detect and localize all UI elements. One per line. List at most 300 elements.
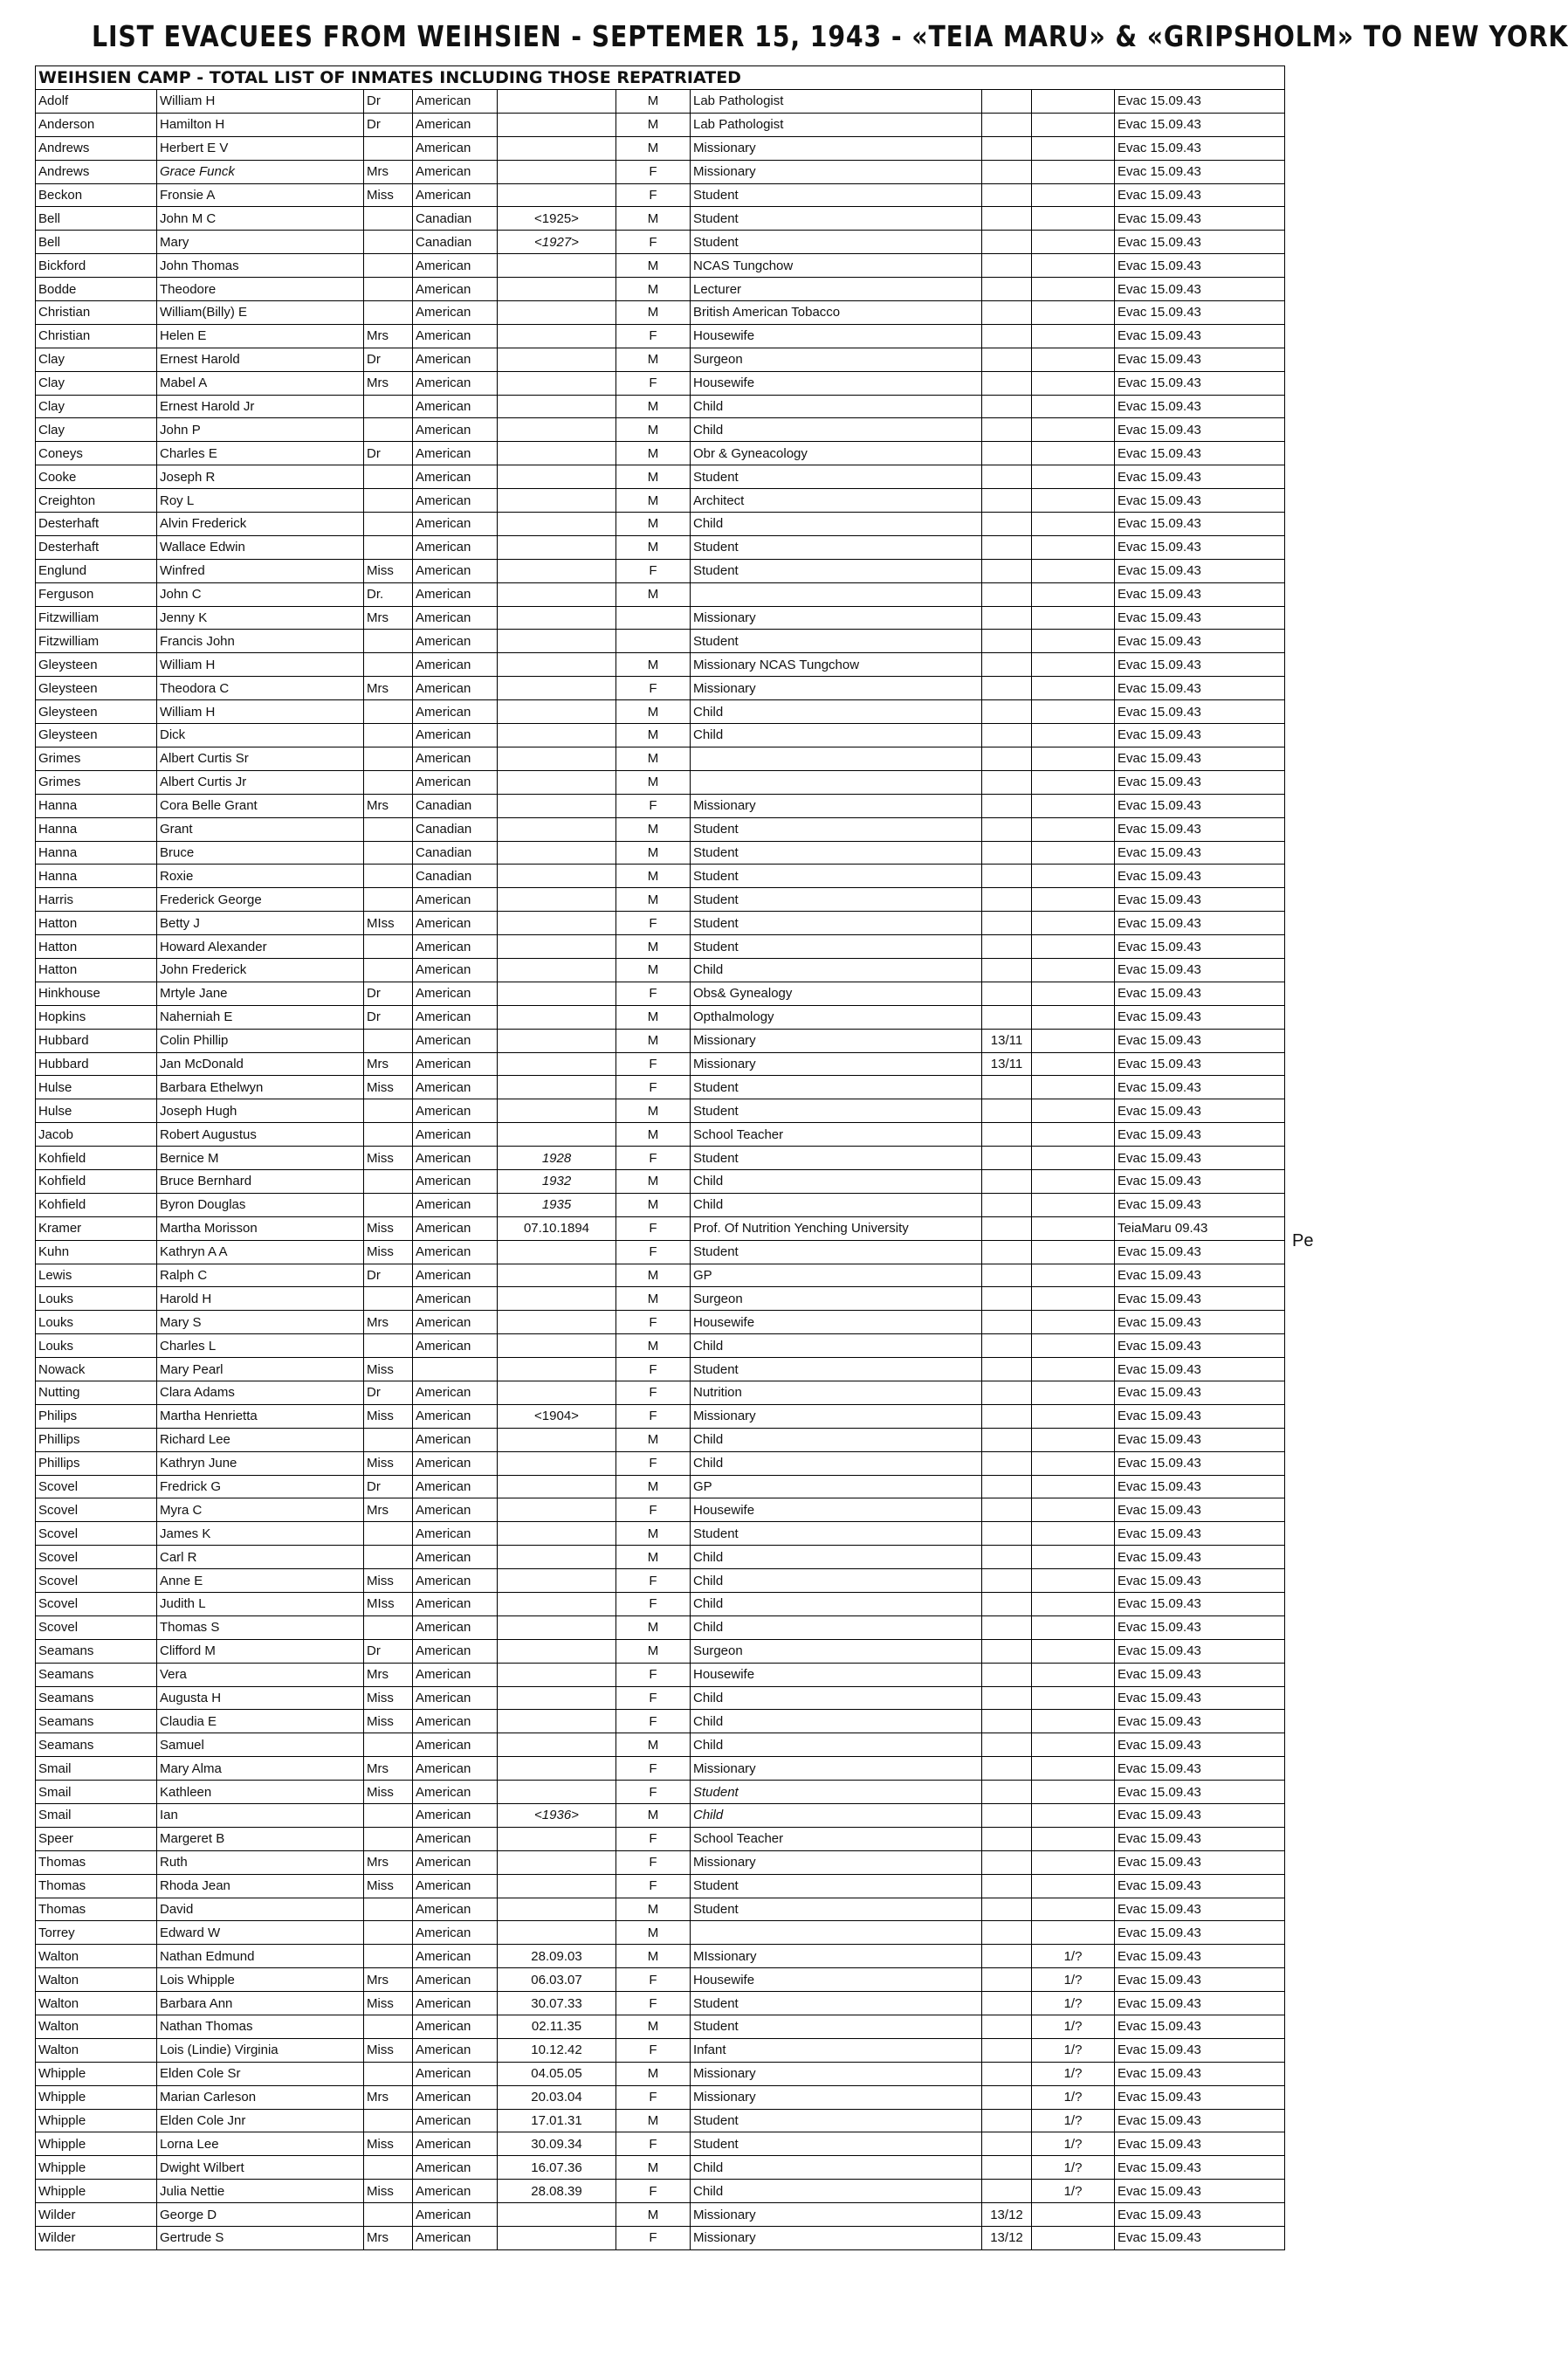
reference-cell bbox=[1032, 1193, 1115, 1216]
occupation-cell: Student bbox=[691, 2015, 982, 2039]
title-cell bbox=[364, 935, 413, 959]
table-row bbox=[36, 183, 1285, 207]
nationality-cell: American bbox=[413, 1240, 498, 1264]
reference-cell bbox=[1032, 794, 1115, 817]
birth-date-cell bbox=[498, 1663, 616, 1686]
reference-cell: 1/? bbox=[1032, 1945, 1115, 1968]
given-name-cell: Kathryn A A bbox=[157, 1240, 364, 1264]
table-title: WEIHSIEN CAMP - TOTAL LIST OF INMATES INCLUDING THOSE REPATRIATED bbox=[36, 66, 1285, 90]
title-cell bbox=[364, 724, 413, 747]
surname-cell: Seamans bbox=[36, 1733, 157, 1757]
sex-cell: F bbox=[616, 2180, 691, 2203]
sex-cell: M bbox=[616, 1029, 691, 1052]
nationality-cell: American bbox=[413, 1945, 498, 1968]
surname-cell: Thomas bbox=[36, 1874, 157, 1898]
surname-cell: Adolf bbox=[36, 90, 157, 114]
note-cell bbox=[982, 418, 1032, 442]
surname-cell: Whipple bbox=[36, 2156, 157, 2180]
occupation-cell: Child bbox=[691, 1804, 982, 1828]
surname-cell: Clay bbox=[36, 395, 157, 418]
nationality-cell: American bbox=[413, 254, 498, 278]
note-cell bbox=[982, 1240, 1032, 1264]
table-row bbox=[36, 2227, 1285, 2250]
occupation-cell: Child bbox=[691, 1193, 982, 1216]
reference-cell bbox=[1032, 1498, 1115, 1522]
table-row bbox=[36, 1898, 1285, 1921]
status-cell: Evac 15.09.43 bbox=[1115, 1123, 1285, 1147]
sex-cell: M bbox=[616, 1475, 691, 1498]
sex-cell: M bbox=[616, 1099, 691, 1123]
reference-cell bbox=[1032, 677, 1115, 700]
title-cell: Miss bbox=[364, 1569, 413, 1593]
nationality-cell: American bbox=[413, 2062, 498, 2085]
given-name-cell: Barbara Ethelwyn bbox=[157, 1076, 364, 1099]
surname-cell: Harris bbox=[36, 888, 157, 912]
occupation-cell: Surgeon bbox=[691, 348, 982, 371]
title-cell: Miss bbox=[364, 1240, 413, 1264]
note-cell: 13/11 bbox=[982, 1052, 1032, 1076]
occupation-cell: Housewife bbox=[691, 1968, 982, 1992]
occupation-cell: Nutrition bbox=[691, 1381, 982, 1404]
given-name-cell: David bbox=[157, 1898, 364, 1921]
sex-cell: M bbox=[616, 254, 691, 278]
title-cell: Miss bbox=[364, 559, 413, 582]
birth-date-cell bbox=[498, 630, 616, 653]
surname-cell: Louks bbox=[36, 1334, 157, 1358]
given-name-cell: Elden Cole Sr bbox=[157, 2062, 364, 2085]
nationality-cell: American bbox=[413, 1052, 498, 1076]
surname-cell: Nutting bbox=[36, 1381, 157, 1404]
table-row bbox=[36, 1827, 1285, 1850]
title-cell: Mrs bbox=[364, 324, 413, 348]
title-cell bbox=[364, 747, 413, 770]
given-name-cell: Roy L bbox=[157, 489, 364, 513]
surname-cell: Grimes bbox=[36, 747, 157, 770]
table-row bbox=[36, 559, 1285, 582]
reference-cell bbox=[1032, 278, 1115, 301]
reference-cell bbox=[1032, 1005, 1115, 1029]
reference-cell bbox=[1032, 630, 1115, 653]
sex-cell: M bbox=[616, 535, 691, 559]
birth-date-cell bbox=[498, 1850, 616, 1874]
table-row bbox=[36, 136, 1285, 160]
status-cell: Evac 15.09.43 bbox=[1115, 1827, 1285, 1850]
table-row bbox=[36, 2085, 1285, 2109]
sex-cell: F bbox=[616, 1404, 691, 1428]
occupation-cell: Housewife bbox=[691, 1498, 982, 1522]
note-cell bbox=[982, 2085, 1032, 2109]
table-row bbox=[36, 1216, 1285, 1240]
reference-cell bbox=[1032, 1334, 1115, 1358]
status-cell: Evac 15.09.43 bbox=[1115, 1615, 1285, 1639]
table-row bbox=[36, 2180, 1285, 2203]
reference-cell bbox=[1032, 1593, 1115, 1616]
given-name-cell: Samuel bbox=[157, 1733, 364, 1757]
occupation-cell: GP bbox=[691, 1475, 982, 1498]
birth-date-cell: <1927> bbox=[498, 231, 616, 254]
birth-date-cell bbox=[498, 442, 616, 465]
status-cell: Evac 15.09.43 bbox=[1115, 559, 1285, 582]
birth-date-cell bbox=[498, 958, 616, 982]
given-name-cell: Lorna Lee bbox=[157, 2132, 364, 2156]
title-cell: Mrs bbox=[364, 1757, 413, 1781]
status-cell: Evac 15.09.43 bbox=[1115, 395, 1285, 418]
birth-date-cell bbox=[498, 371, 616, 395]
occupation-cell: Child bbox=[691, 1428, 982, 1451]
reference-cell bbox=[1032, 1827, 1115, 1850]
table-row bbox=[36, 1968, 1285, 1992]
occupation-cell: MIssionary bbox=[691, 1945, 982, 1968]
status-cell: Evac 15.09.43 bbox=[1115, 606, 1285, 630]
birth-date-cell bbox=[498, 865, 616, 888]
given-name-cell: George D bbox=[157, 2203, 364, 2227]
sex-cell: M bbox=[616, 1193, 691, 1216]
title-cell: Dr bbox=[364, 442, 413, 465]
surname-cell: Louks bbox=[36, 1287, 157, 1311]
table-row bbox=[36, 301, 1285, 325]
birth-date-cell: <1904> bbox=[498, 1404, 616, 1428]
sex-cell: M bbox=[616, 1615, 691, 1639]
reference-cell bbox=[1032, 1686, 1115, 1710]
table-row bbox=[36, 90, 1285, 114]
sex-cell: M bbox=[616, 442, 691, 465]
note-cell bbox=[982, 1498, 1032, 1522]
sex-cell: M bbox=[616, 958, 691, 982]
status-cell: Evac 15.09.43 bbox=[1115, 1968, 1285, 1992]
reference-cell bbox=[1032, 770, 1115, 794]
note-cell bbox=[982, 136, 1032, 160]
table-row bbox=[36, 1076, 1285, 1099]
table-row bbox=[36, 1593, 1285, 1616]
sex-cell: M bbox=[616, 113, 691, 136]
occupation-cell: British American Tobacco bbox=[691, 301, 982, 325]
given-name-cell: Ernest Harold Jr bbox=[157, 395, 364, 418]
sex-cell: M bbox=[616, 2156, 691, 2180]
table-row bbox=[36, 1945, 1285, 1968]
reference-cell: 1/? bbox=[1032, 2038, 1115, 2062]
title-cell: Mrs bbox=[364, 2227, 413, 2250]
reference-cell bbox=[1032, 559, 1115, 582]
occupation-cell: Missionary bbox=[691, 2227, 982, 2250]
occupation-cell: Student bbox=[691, 1781, 982, 1804]
nationality-cell: Canadian bbox=[413, 817, 498, 841]
nationality-cell: American bbox=[413, 2180, 498, 2203]
given-name-cell: Kathryn June bbox=[157, 1451, 364, 1475]
given-name-cell: Mary S bbox=[157, 1311, 364, 1334]
sex-cell: M bbox=[616, 817, 691, 841]
table-row bbox=[36, 371, 1285, 395]
status-cell: Evac 15.09.43 bbox=[1115, 2015, 1285, 2039]
birth-date-cell bbox=[498, 770, 616, 794]
nationality-cell: American bbox=[413, 1898, 498, 1921]
reference-cell bbox=[1032, 395, 1115, 418]
status-cell: Evac 15.09.43 bbox=[1115, 1639, 1285, 1663]
given-name-cell: Augusta H bbox=[157, 1686, 364, 1710]
nationality-cell: American bbox=[413, 1475, 498, 1498]
birth-date-cell bbox=[498, 1710, 616, 1733]
note-cell bbox=[982, 465, 1032, 489]
surname-cell: Kohfield bbox=[36, 1147, 157, 1170]
title-cell bbox=[364, 865, 413, 888]
birth-date-cell: 17.01.31 bbox=[498, 2109, 616, 2132]
nationality-cell: American bbox=[413, 1968, 498, 1992]
status-cell: Evac 15.09.43 bbox=[1115, 1193, 1285, 1216]
reference-cell bbox=[1032, 1147, 1115, 1170]
sex-cell: F bbox=[616, 1147, 691, 1170]
sex-cell: M bbox=[616, 1898, 691, 1921]
nationality-cell: American bbox=[413, 1381, 498, 1404]
sex-cell: M bbox=[616, 395, 691, 418]
surname-cell: Andrews bbox=[36, 160, 157, 183]
occupation-cell: Child bbox=[691, 1169, 982, 1193]
reference-cell bbox=[1032, 888, 1115, 912]
sex-cell: M bbox=[616, 418, 691, 442]
status-cell: Evac 15.09.43 bbox=[1115, 2180, 1285, 2203]
given-name-cell: Albert Curtis Sr bbox=[157, 747, 364, 770]
status-cell: Evac 15.09.43 bbox=[1115, 1147, 1285, 1170]
birth-date-cell: 1932 bbox=[498, 1169, 616, 1193]
table-row bbox=[36, 1733, 1285, 1757]
occupation-cell: Child bbox=[691, 1615, 982, 1639]
table-row bbox=[36, 2132, 1285, 2156]
reference-cell bbox=[1032, 1287, 1115, 1311]
title-cell bbox=[364, 136, 413, 160]
title-cell bbox=[364, 1615, 413, 1639]
birth-date-cell bbox=[498, 841, 616, 865]
nationality-cell: American bbox=[413, 136, 498, 160]
birth-date-cell: 10.12.42 bbox=[498, 2038, 616, 2062]
surname-cell: Seamans bbox=[36, 1639, 157, 1663]
reference-cell bbox=[1032, 841, 1115, 865]
occupation-cell: Student bbox=[691, 535, 982, 559]
occupation-cell: Missionary bbox=[691, 794, 982, 817]
note-cell bbox=[982, 442, 1032, 465]
note-cell bbox=[982, 1451, 1032, 1475]
note-cell bbox=[982, 489, 1032, 513]
note-cell bbox=[982, 1593, 1032, 1616]
title-cell bbox=[364, 1029, 413, 1052]
title-cell bbox=[364, 2156, 413, 2180]
sex-cell: M bbox=[616, 700, 691, 724]
nationality-cell: Canadian bbox=[413, 794, 498, 817]
table-row bbox=[36, 1052, 1285, 1076]
occupation-cell: Architect bbox=[691, 489, 982, 513]
note-cell bbox=[982, 113, 1032, 136]
status-cell: Evac 15.09.43 bbox=[1115, 1381, 1285, 1404]
table-row bbox=[36, 2015, 1285, 2039]
sex-cell: F bbox=[616, 2227, 691, 2250]
sex-cell: M bbox=[616, 2062, 691, 2085]
reference-cell bbox=[1032, 418, 1115, 442]
occupation-cell: Surgeon bbox=[691, 1639, 982, 1663]
note-cell bbox=[982, 1147, 1032, 1170]
note-cell bbox=[982, 535, 1032, 559]
given-name-cell: Harold H bbox=[157, 1287, 364, 1311]
given-name-cell: William(Billy) E bbox=[157, 301, 364, 325]
birth-date-cell: 28.08.39 bbox=[498, 2180, 616, 2203]
occupation-cell: Child bbox=[691, 1593, 982, 1616]
surname-cell: Hatton bbox=[36, 935, 157, 959]
nationality-cell: American bbox=[413, 324, 498, 348]
title-cell bbox=[364, 1428, 413, 1451]
table-row bbox=[36, 630, 1285, 653]
title-cell bbox=[364, 1804, 413, 1828]
surname-cell: Walton bbox=[36, 2015, 157, 2039]
reference-cell bbox=[1032, 1615, 1115, 1639]
occupation-cell: Child bbox=[691, 2156, 982, 2180]
nationality-cell: American bbox=[413, 2085, 498, 2109]
birth-date-cell bbox=[498, 465, 616, 489]
table-row bbox=[36, 1240, 1285, 1264]
title-cell bbox=[364, 1945, 413, 1968]
nationality-cell: American bbox=[413, 348, 498, 371]
birth-date-cell bbox=[498, 1052, 616, 1076]
table-row bbox=[36, 841, 1285, 865]
status-cell: Evac 15.09.43 bbox=[1115, 724, 1285, 747]
sex-cell: M bbox=[616, 935, 691, 959]
given-name-cell: Martha Henrietta bbox=[157, 1404, 364, 1428]
title-cell: Miss bbox=[364, 1710, 413, 1733]
surname-cell: Christian bbox=[36, 324, 157, 348]
reference-cell bbox=[1032, 535, 1115, 559]
reference-cell bbox=[1032, 1216, 1115, 1240]
sex-cell: M bbox=[616, 513, 691, 536]
reference-cell bbox=[1032, 912, 1115, 935]
note-cell bbox=[982, 2062, 1032, 2085]
title-cell bbox=[364, 1546, 413, 1569]
sex-cell: M bbox=[616, 1287, 691, 1311]
sex-cell: F bbox=[616, 1686, 691, 1710]
birth-date-cell bbox=[498, 489, 616, 513]
given-name-cell: Fronsie A bbox=[157, 183, 364, 207]
status-cell: Evac 15.09.43 bbox=[1115, 1593, 1285, 1616]
nationality-cell: American bbox=[413, 700, 498, 724]
status-cell: Evac 15.09.43 bbox=[1115, 513, 1285, 536]
birth-date-cell bbox=[498, 348, 616, 371]
occupation-cell: Lecturer bbox=[691, 278, 982, 301]
status-cell: Evac 15.09.43 bbox=[1115, 958, 1285, 982]
birth-date-cell bbox=[498, 160, 616, 183]
title-cell: Miss bbox=[364, 1404, 413, 1428]
title-cell: Mrs bbox=[364, 160, 413, 183]
table-row bbox=[36, 794, 1285, 817]
birth-date-cell: <1936> bbox=[498, 1804, 616, 1828]
title-cell: Mrs bbox=[364, 1850, 413, 1874]
nationality-cell: American bbox=[413, 677, 498, 700]
surname-cell: Hubbard bbox=[36, 1029, 157, 1052]
table-row bbox=[36, 888, 1285, 912]
birth-date-cell: 20.03.04 bbox=[498, 2085, 616, 2109]
birth-date-cell bbox=[498, 1827, 616, 1850]
surname-cell: Smail bbox=[36, 1757, 157, 1781]
birth-date-cell bbox=[498, 912, 616, 935]
given-name-cell: Ralph C bbox=[157, 1264, 364, 1287]
surname-cell: Thomas bbox=[36, 1898, 157, 1921]
occupation-cell: Student bbox=[691, 1076, 982, 1099]
title-cell: Miss bbox=[364, 1451, 413, 1475]
nationality-cell: American bbox=[413, 1757, 498, 1781]
sex-cell: F bbox=[616, 559, 691, 582]
reference-cell bbox=[1032, 1781, 1115, 1804]
surname-cell: Whipple bbox=[36, 2109, 157, 2132]
status-cell: Evac 15.09.43 bbox=[1115, 1099, 1285, 1123]
given-name-cell: Ernest Harold bbox=[157, 348, 364, 371]
sex-cell: F bbox=[616, 2132, 691, 2156]
birth-date-cell bbox=[498, 535, 616, 559]
table-row bbox=[36, 278, 1285, 301]
table-row bbox=[36, 1781, 1285, 1804]
reference-cell bbox=[1032, 1710, 1115, 1733]
occupation-cell: Child bbox=[691, 2180, 982, 2203]
occupation-cell: Missionary bbox=[691, 1029, 982, 1052]
sex-cell: M bbox=[616, 2109, 691, 2132]
note-cell bbox=[982, 1921, 1032, 1945]
table-row bbox=[36, 1311, 1285, 1334]
birth-date-cell bbox=[498, 1757, 616, 1781]
surname-cell: Kohfield bbox=[36, 1193, 157, 1216]
reference-cell bbox=[1032, 207, 1115, 231]
given-name-cell: Theodora C bbox=[157, 677, 364, 700]
surname-cell: Walton bbox=[36, 1992, 157, 2015]
sex-cell bbox=[616, 630, 691, 653]
birth-date-cell bbox=[498, 278, 616, 301]
reference-cell: 1/? bbox=[1032, 2132, 1115, 2156]
reference-cell bbox=[1032, 1123, 1115, 1147]
reference-cell bbox=[1032, 1522, 1115, 1546]
given-name-cell: Elden Cole Jnr bbox=[157, 2109, 364, 2132]
status-cell: Evac 15.09.43 bbox=[1115, 1663, 1285, 1686]
birth-date-cell bbox=[498, 1498, 616, 1522]
note-cell bbox=[982, 770, 1032, 794]
table-row bbox=[36, 1264, 1285, 1287]
birth-date-cell bbox=[498, 1240, 616, 1264]
reference-cell bbox=[1032, 1850, 1115, 1874]
title-cell bbox=[364, 1898, 413, 1921]
occupation-cell bbox=[691, 1921, 982, 1945]
given-name-cell: William H bbox=[157, 700, 364, 724]
given-name-cell: Judith L bbox=[157, 1593, 364, 1616]
given-name-cell: Martha Morisson bbox=[157, 1216, 364, 1240]
occupation-cell: Child bbox=[691, 1546, 982, 1569]
sex-cell: M bbox=[616, 278, 691, 301]
surname-cell: Scovel bbox=[36, 1475, 157, 1498]
birth-date-cell bbox=[498, 677, 616, 700]
note-cell bbox=[982, 1804, 1032, 1828]
surname-cell: Kuhn bbox=[36, 1240, 157, 1264]
sex-cell: F bbox=[616, 982, 691, 1005]
occupation-cell: Student bbox=[691, 935, 982, 959]
note-cell bbox=[982, 1945, 1032, 1968]
reference-cell bbox=[1032, 982, 1115, 1005]
surname-cell: Kohfield bbox=[36, 1169, 157, 1193]
status-cell: Evac 15.09.43 bbox=[1115, 301, 1285, 325]
nationality-cell: American bbox=[413, 1781, 498, 1804]
birth-date-cell bbox=[498, 1029, 616, 1052]
given-name-cell: Helen E bbox=[157, 324, 364, 348]
sex-cell: M bbox=[616, 1921, 691, 1945]
table-row bbox=[36, 1639, 1285, 1663]
surname-cell: Thomas bbox=[36, 1850, 157, 1874]
note-cell bbox=[982, 912, 1032, 935]
reference-cell bbox=[1032, 865, 1115, 888]
nationality-cell: American bbox=[413, 1169, 498, 1193]
reference-cell bbox=[1032, 1311, 1115, 1334]
birth-date-cell bbox=[498, 1264, 616, 1287]
birth-date-cell: 04.05.05 bbox=[498, 2062, 616, 2085]
given-name-cell: Cora Belle Grant bbox=[157, 794, 364, 817]
nationality-cell: American bbox=[413, 1311, 498, 1334]
status-cell: Evac 15.09.43 bbox=[1115, 1945, 1285, 1968]
